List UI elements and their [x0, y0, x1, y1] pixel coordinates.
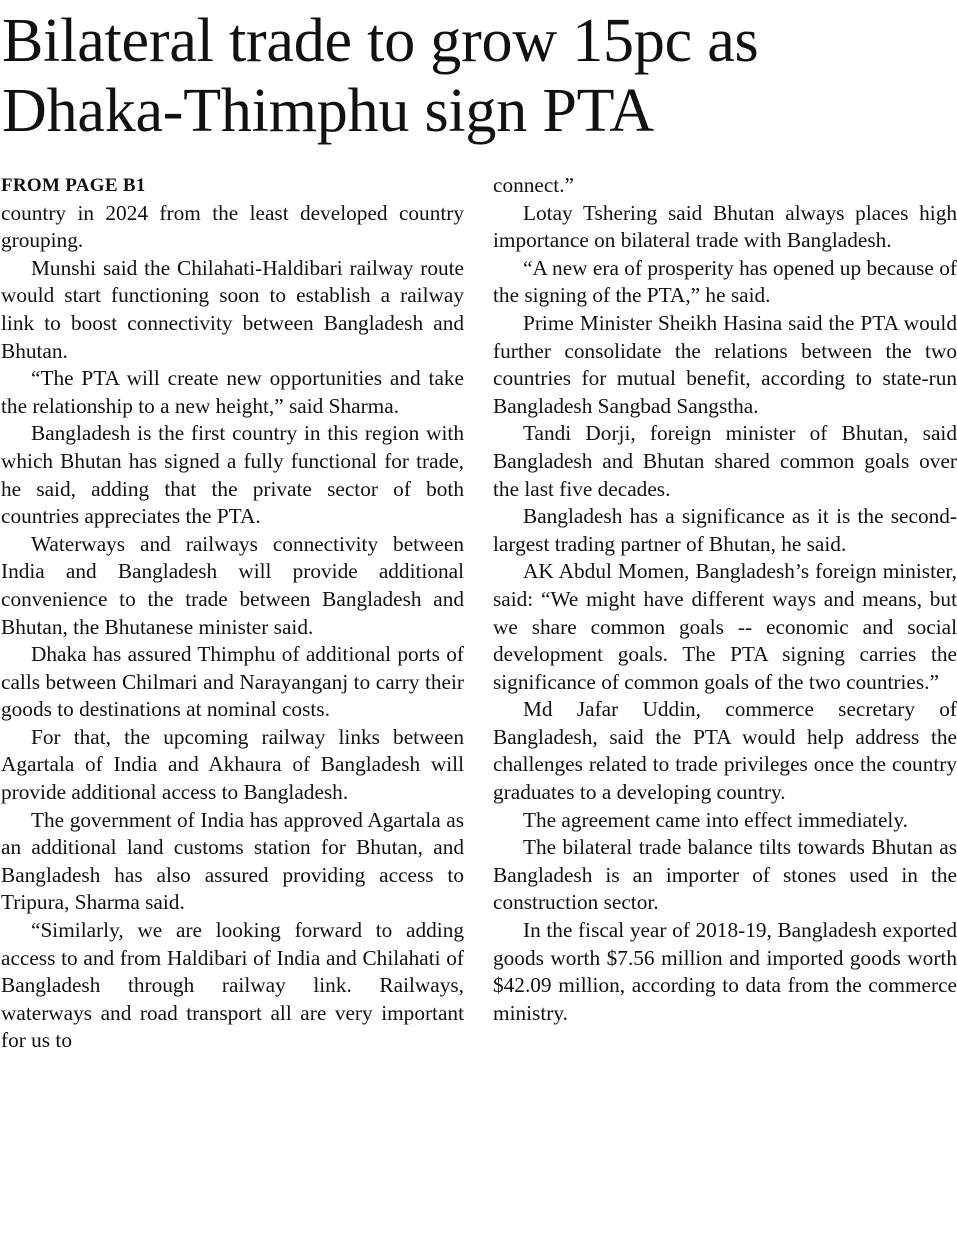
paragraph: Prime Minister Sheikh Hasina said the PTA would further consolidate the relations between the two countries for mutual benefit, according to state-run Bangladesh Sangbad Sangstha. — [493, 310, 957, 418]
headline: Bilateral trade to grow 15pc as Dhaka-Thimphu sign PTA — [2, 7, 759, 145]
paragraph: In the fiscal year of 2018-19, Bangladesh exported goods worth $7.56 million and imported goods worth $42.09 million, according to data from the commerce ministry. — [493, 918, 957, 1025]
paragraph: AK Abdul Momen, Bangladesh’s foreign minister, said: “We might have different ways and means, but we share common goals -- economic and social development goals. The PTA signing carries the significance of common goals of the two countries.” — [493, 559, 957, 694]
article-column-right — [493, 172, 957, 1027]
paragraph: For that, the upcoming railway links between Agartala of India and Akhaura of Bangladesh will provide additional access to Bangladesh. — [1, 724, 464, 805]
paragraph: The agreement came into effect immediately. — [523, 807, 908, 832]
jump-label: FROM PAGE B1 — [1, 175, 146, 196]
paragraph: Bangladesh is the first country in this region with which Bhutan has signed a fully functional for trade, he said, adding that the private sector of both countries appreciates the PTA. — [1, 421, 464, 529]
paragraph: The government of India has approved Agartala as an additional land customs station for Bhutan, and Bangladesh has also assured providing access to Tripura, Sharma said. — [1, 807, 464, 915]
paragraph: “The PTA will create new opportunities and take the relationship to a new height,” said Sharma. — [1, 366, 464, 418]
paragraph: “A new era of prosperity has opened up because of the signing of the PTA,” he said. — [493, 255, 957, 308]
paragraph: Bangladesh has a significance as it is the second-largest trading partner of Bhutan, he said. — [493, 504, 957, 556]
paragraph: Lotay Tshering said Bhutan always places high importance on bilateral trade with Bangladesh. — [493, 200, 957, 253]
paragraph: Waterways and railways connectivity between India and Bangladesh will provide additional convenience to the trade between Bangladesh and Bhutan, the Bhutanese minister said. — [1, 531, 464, 639]
paragraph: Tandi Dorji, foreign minister of Bhutan, said Bangladesh and Bhutan shared common goals over the last five decades. — [493, 421, 957, 501]
paragraph: Dhaka has assured Thimphu of additional ports of calls between Chilmari and Narayanganj to carry their goods to destinations at nominal costs. — [1, 642, 464, 722]
article-column-left — [1, 172, 464, 1055]
paragraph: “Similarly, we are looking forward to adding access to and from Haldibari of India and Chilahati of Bangladesh through railway link. Railways, waterways and road transport all are very important for us to — [1, 918, 464, 1053]
paragraph: Munshi said the Chilahati-Haldibari railway route would start functioning soon to establish a railway link to boost connectivity between Bangladesh and Bhutan. — [1, 255, 464, 363]
paragraph: country in 2024 from the least developed country grouping. — [1, 200, 464, 253]
paragraph: The bilateral trade balance tilts towards Bhutan as Bangladesh is an importer of stones used in the construction sector. — [493, 835, 957, 915]
paragraph: Md Jafar Uddin, commerce secretary of Bangladesh, said the PTA would help address the challenges related to trade privileges once the country graduates to a developing country. — [493, 697, 957, 805]
paragraph: connect.” — [493, 173, 574, 197]
